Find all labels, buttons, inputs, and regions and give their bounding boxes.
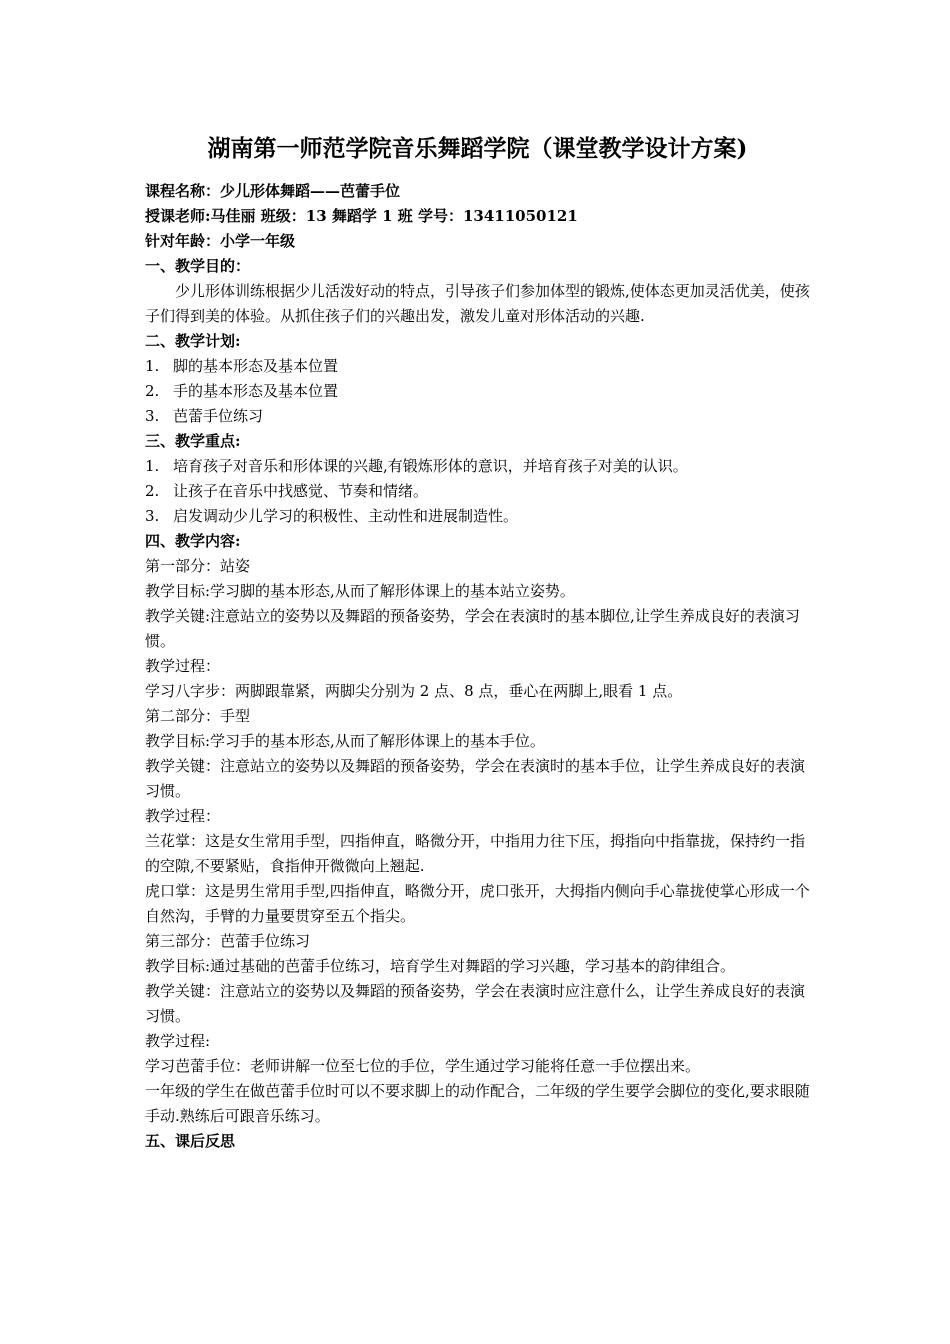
part1-title: 第一部分：站姿 xyxy=(145,557,251,575)
section-heading-content: 四、教学内容: xyxy=(145,532,241,550)
part3-title: 第三部分：芭蕾手位练习 xyxy=(145,932,311,950)
plan-item xyxy=(145,379,810,404)
part3-goal: 教学目标:通过基础的芭蕾手位练习，培育学生对舞蹈的学习兴趣，学习基本的韵律组合。 xyxy=(145,957,736,975)
section-heading-focus: 三、教学重点: xyxy=(145,432,241,450)
teacher-info: 授课老师:马佳丽 班级：13 舞蹈学 1 班 学号：13411050121 xyxy=(145,207,578,225)
focus-item-number: 2. xyxy=(145,482,160,500)
focus-item-text: 启发调动少儿学习的积极性、主动性和进展制造性。 xyxy=(173,507,519,525)
part3-step2: 一年级的学生在做芭蕾手位时可以不要求脚上的动作配合，二年级的学生要学会脚位的变化,要求眼随手动.熟练后可跟音乐练习。 xyxy=(145,1082,810,1125)
document-title: 湖南第一师范学院音乐舞蹈学院（课堂教学设计方案) xyxy=(207,135,748,162)
focus-item xyxy=(145,504,810,529)
focus-item xyxy=(145,454,810,479)
part1-goal: 教学目标:学习脚的基本形态,从而了解形体课上的基本站立姿势。 xyxy=(145,582,575,600)
part2-title: 第二部分：手型 xyxy=(145,707,251,725)
part2-orchid-palm: 兰花掌：这是女生常用手型，四指伸直，略微分开，中指用力往下压，拇指向中指靠拢，保持约一指的空隙,不要紧贴，食指伸开微微向上翘起. xyxy=(145,832,806,875)
section-heading-reflection: 五、课后反思 xyxy=(145,1132,236,1150)
plan-item xyxy=(145,354,810,379)
part2-goal: 教学目标:学习手的基本形态,从而了解形体课上的基本手位。 xyxy=(145,732,545,750)
part2-tiger-palm: 虎口掌：这是男生常用手型,四指伸直，略微分开，虎口张开，大拇指内侧向手心靠拢使掌心形成一个自然沟，手臂的力量要贯穿至五个指尖。 xyxy=(145,882,810,925)
part2-process-label: 教学过程： xyxy=(145,807,221,825)
part2-key: 教学关键：注意站立的姿势以及舞蹈的预备姿势，学会在表演时的基本手位，让学生养成良好的表演习惯。 xyxy=(145,757,806,800)
target-age: 针对年龄：小学一年级 xyxy=(145,232,296,250)
plan-item-number: 2. xyxy=(145,382,160,400)
part3-process-label: 教学过程: xyxy=(145,1032,211,1050)
focus-item-number: 3. xyxy=(145,507,160,525)
section-heading-purpose: 一、教学目的： xyxy=(145,257,251,275)
plan-item-number: 1. xyxy=(145,357,160,375)
part1-key: 教学关键:注意站立的姿势以及舞蹈的预备姿势，学会在表演时的基本脚位,让学生养成良好的表演习惯。 xyxy=(145,607,800,650)
course-name: 课程名称：少儿形体舞蹈——芭蕾手位 xyxy=(145,182,401,200)
part3-key: 教学关键：注意站立的姿势以及舞蹈的预备姿势，学会在表演时应注意什么，让学生养成良好的表演习惯。 xyxy=(145,982,806,1025)
section-heading-plan: 二、教学计划: xyxy=(145,332,241,350)
plan-item-text: 芭蕾手位练习 xyxy=(173,407,264,425)
focus-item-text: 培育孩子对音乐和形体课的兴趣,有锻炼形体的意识，并培育孩子对美的认识。 xyxy=(173,457,688,475)
plan-item-text: 手的基本形态及基本位置 xyxy=(173,382,339,400)
part1-process-label: 教学过程： xyxy=(145,657,221,675)
part3-step1: 学习芭蕾手位：老师讲解一位至七位的手位，学生通过学习能将任意一手位摆出来。 xyxy=(145,1057,701,1075)
plan-item-number: 3. xyxy=(145,407,160,425)
focus-item xyxy=(145,479,810,504)
focus-item-text: 让孩子在音乐中找感觉、节奏和情绪。 xyxy=(173,482,429,500)
purpose-paragraph: 少儿形体训练根据少儿活泼好动的特点，引导孩子们参加体型的锻炼,使体态更加灵活优美，使孩子们得到美的体验。从抓住孩子们的兴趣出发，激发儿童对形体活动的兴趣. xyxy=(145,282,810,325)
plan-item-text: 脚的基本形态及基本位置 xyxy=(173,357,339,375)
focus-item-number: 1. xyxy=(145,457,160,475)
plan-item xyxy=(145,404,810,429)
part1-step: 学习八字步：两脚跟靠紧，两脚尖分别为 2 点、8 点，垂心在两脚上,眼看 1 点。 xyxy=(145,682,683,700)
